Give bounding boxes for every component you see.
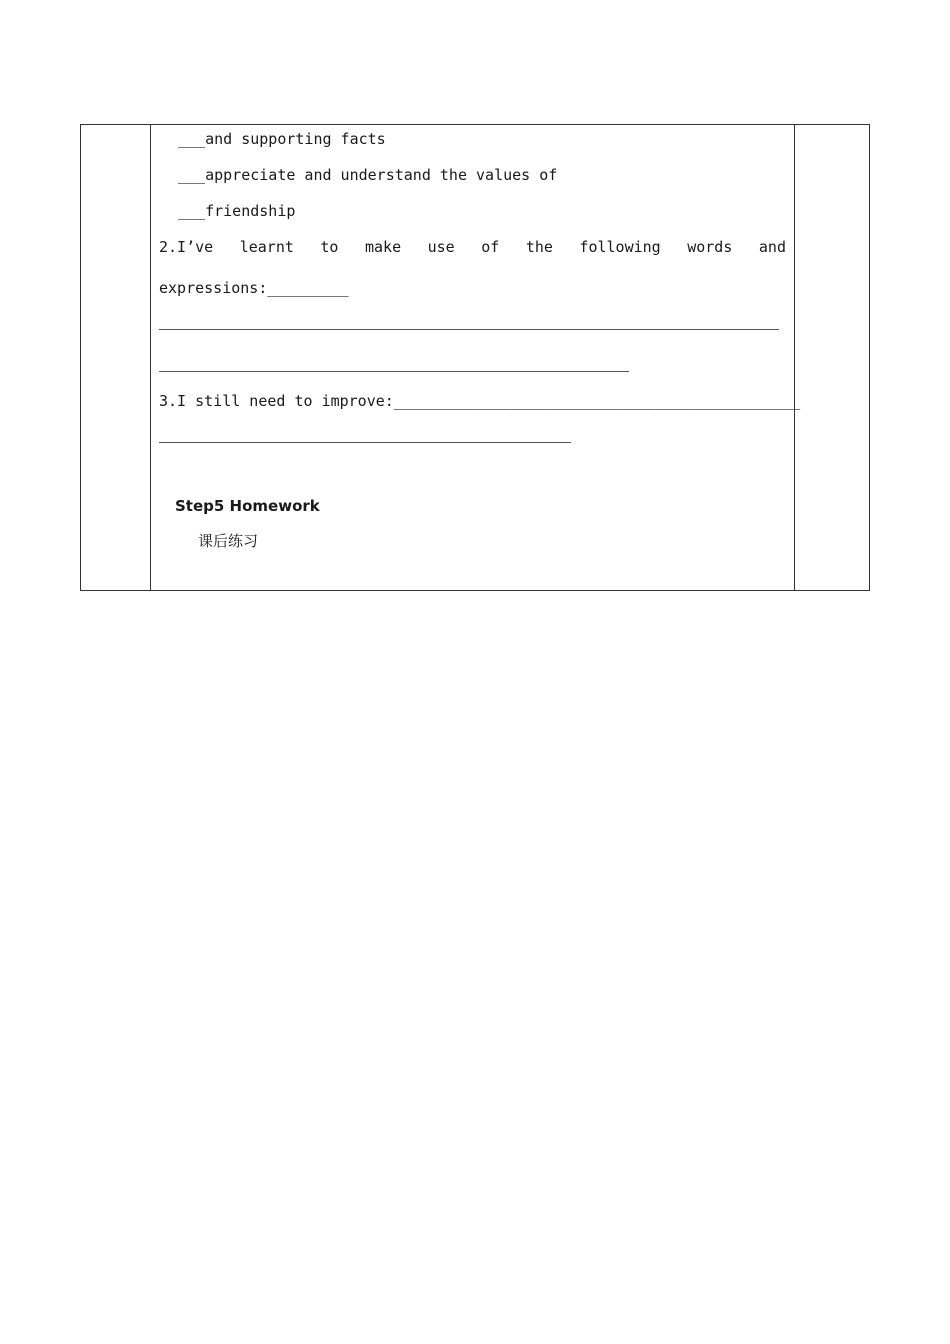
q2-word: learnt <box>239 238 294 256</box>
question-3: 3.I still need to improve:_____________________________________________ <box>159 392 801 410</box>
checklist-item-supporting-facts: ___and supporting facts <box>178 130 386 148</box>
answer-line[interactable] <box>159 371 629 372</box>
q2-word: words <box>687 238 733 256</box>
checklist-item-friendship: ___friendship <box>178 202 296 220</box>
q2-word: to <box>320 238 339 256</box>
answer-line[interactable] <box>159 329 779 330</box>
q2-word: use <box>427 238 455 256</box>
q2-word: 2.I’ve <box>159 238 214 256</box>
q2-word: following <box>579 238 661 256</box>
question-2-line-1 <box>159 238 786 256</box>
column-divider-1 <box>150 125 151 590</box>
column-divider-2 <box>794 125 795 590</box>
homework-text: 课后练习 <box>198 532 259 550</box>
q2-word: of <box>481 238 500 256</box>
q2-word: make <box>364 238 402 256</box>
lesson-table <box>80 124 870 591</box>
answer-line[interactable] <box>159 442 571 443</box>
q2-word: the <box>525 238 553 256</box>
checklist-item-appreciate-values: ___appreciate and understand the values of <box>178 166 558 184</box>
homework-heading: Step5 Homework <box>175 497 320 515</box>
q2-word: and <box>758 238 786 256</box>
question-2-line-2: expressions:_________ <box>159 279 349 297</box>
